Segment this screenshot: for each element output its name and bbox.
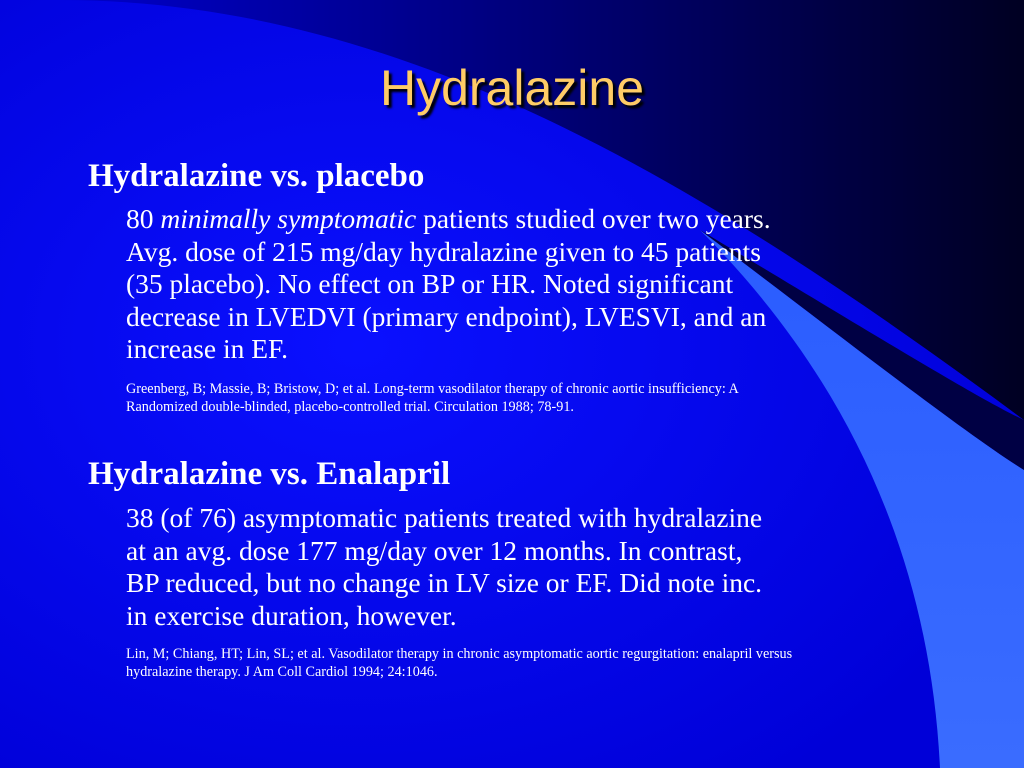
section-heading-placebo: Hydralazine vs. placebo — [88, 158, 425, 194]
citation-line: Greenberg, B; Massie, B; Bristow, D; et al. Long-term vasodilator therapy of chronic aortic insufficiency: A — [126, 381, 739, 397]
citation-line: Randomized double-blinded, placebo-controlled trial. Circulation 1988; 78-91. — [126, 399, 574, 415]
section-body-placebo — [126, 203, 946, 366]
body-line: decrease in LVEDVI (primary endpoint), LVESVI, and an — [126, 300, 767, 332]
citation-placebo — [126, 380, 966, 416]
body-lead-number: 80 — [126, 203, 161, 234]
citation-enalapril — [126, 645, 966, 681]
section-body-enalapril — [126, 502, 946, 632]
body-line: in exercise duration, however. — [126, 599, 457, 631]
body-emphasis: minimally symptomatic — [160, 203, 417, 234]
body-line-rest: patients studied over two years. — [416, 203, 771, 234]
citation-line: Lin, M; Chiang, HT; Lin, SL; et al. Vasodilator therapy in chronic asymptomatic aortic regurgitation: enalapril versus — [126, 646, 793, 662]
body-line: Avg. dose of 215 mg/day hydralazine given to 45 patients — [126, 235, 761, 267]
body-line: BP reduced, but no change in LV size or EF. Did note inc. — [126, 567, 763, 598]
body-line: increase in EF. — [126, 333, 288, 364]
body-line — [126, 203, 946, 236]
citation-line: hydralazine therapy. J Am Coll Cardiol 1994; 24:1046. — [126, 664, 438, 680]
section-heading-enalapril: Hydralazine vs. Enalapril — [88, 456, 451, 492]
body-line: (35 placebo). No effect on BP or HR. Noted significant — [126, 268, 734, 299]
slide-title: Hydralazine — [379, 60, 644, 116]
body-line: at an avg. dose 177 mg/day over 12 months. In contrast, — [126, 534, 743, 566]
body-line: 38 (of 76) asymptomatic patients treated with hydralazine — [126, 502, 763, 533]
